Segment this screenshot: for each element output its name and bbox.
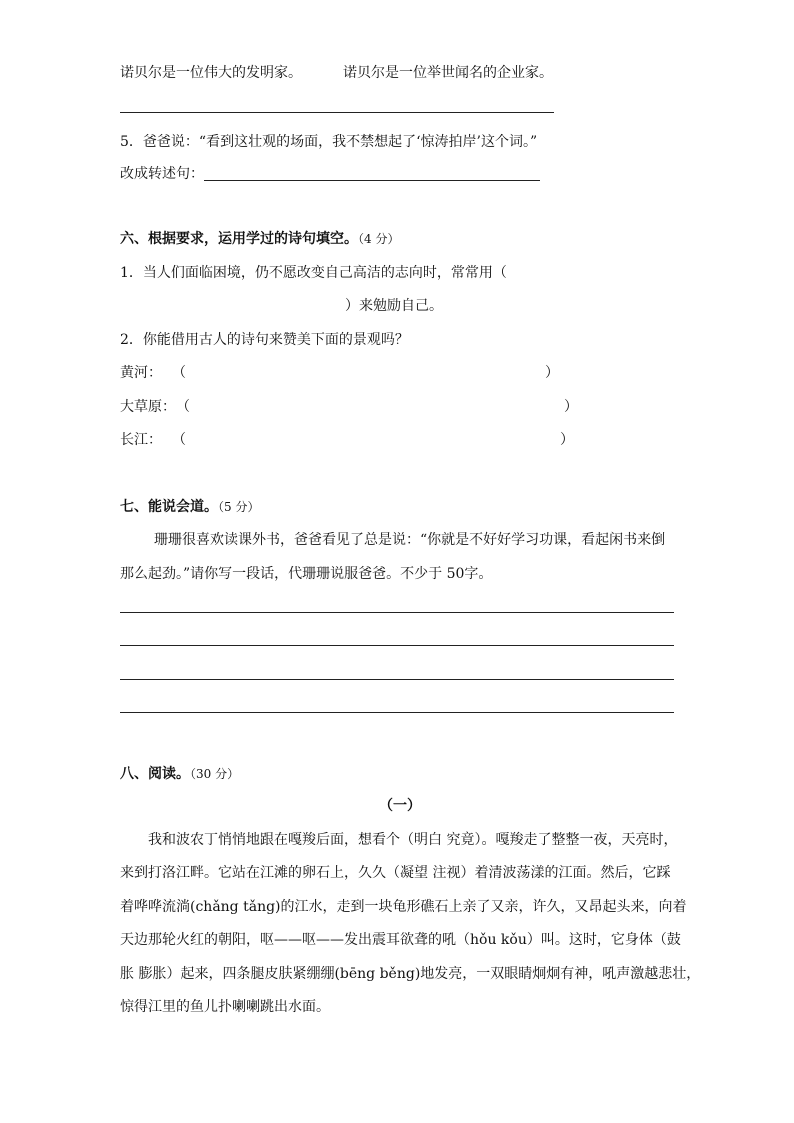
section8-score: （30 分）	[190, 767, 240, 781]
q4-sentence-b: 诺贝尔是一位举世闻名的企业家。	[343, 65, 553, 81]
q5-answer-row	[120, 164, 540, 184]
reading-line: 惊得江里的鱼儿扑喇喇跳出水面。	[120, 999, 330, 1015]
writing-line	[120, 679, 674, 680]
section6-title: 六、根据要求，运用学过的诗句填空。	[120, 231, 358, 247]
s6-item-close: ）	[560, 432, 574, 448]
section8-heading	[120, 764, 239, 784]
s6-item-label: 黄河：	[120, 365, 162, 381]
s7-prompt-line2: 那么起劲。”请你写一段话，代珊珊说服爸爸。不少于 50字。	[120, 566, 493, 582]
s6-q1-line1: 1．当人们面临困境，仍不愿改变自己高洁的志向时，常常用（	[120, 265, 507, 281]
section7-score: （5 分）	[218, 500, 260, 514]
writing-line	[120, 645, 674, 646]
reading-line: 着哗哗流淌(chǎng tǎng)的江水，走到一块龟形礁石上亲了又亲，许久，又昂起头来，向着	[120, 899, 687, 915]
s6-q1-line2: ）来勉励自己。	[345, 298, 443, 314]
q5-answer-line	[204, 180, 540, 181]
writing-line	[120, 612, 674, 613]
section7-title: 七、能说会道。	[120, 499, 218, 515]
section8-title: 八、阅读。	[120, 766, 190, 782]
s6-item-open: （	[176, 399, 190, 415]
q5-text: 5．爸爸说：“看到这壮观的场面，我不禁想起了‘惊涛拍岸’这个词。”	[120, 134, 538, 150]
q4-sentence-a: 诺贝尔是一位伟大的发明家。	[120, 65, 302, 81]
s7-prompt-line1: 珊珊很喜欢读课外书，爸爸看见了总是说：“你就是不好好学习功课，看起闲书来倒	[154, 532, 666, 548]
s6-item-label: 长江：	[120, 432, 162, 448]
section7-heading	[120, 497, 259, 517]
s6-item-open: （	[172, 432, 186, 448]
s6-item-close: ）	[564, 399, 578, 415]
s6-item-open: （	[172, 365, 186, 381]
s6-item-close: ）	[545, 365, 559, 381]
reading-line: 胀 膨胀）起来，四条腿皮肤紧绷绷(bēng běng)地发亮，一双眼睛炯炯有神，吼声激越悲壮，	[120, 966, 701, 982]
reading-line: 我和波农丁悄悄地跟在嘎羧后面，想看个（明白 究竟）。嘎羧走了整整一夜，天亮时，	[148, 832, 678, 848]
section6-heading	[120, 229, 399, 249]
q5-label: 改成转述句：	[120, 166, 204, 182]
reading-part-label: （一）	[379, 798, 421, 814]
q4-answer-line	[120, 112, 554, 113]
reading-line: 来到打洛江畔。它站在江滩的卵石上，久久（凝望 注视）着清波荡漾的江面。然后，它踩	[120, 865, 671, 881]
section6-score: （4 分）	[358, 232, 400, 246]
reading-line: 天边那轮火红的朝阳，呕——呕——发出震耳欲聋的吼（hǒu kǒu）叫。这时，它身体（鼓	[120, 932, 681, 948]
s6-item-label: 大草原：	[120, 399, 176, 415]
writing-line	[120, 712, 674, 713]
s6-q2: 2．你能借用古人的诗句来赞美下面的景观吗？	[120, 332, 409, 348]
